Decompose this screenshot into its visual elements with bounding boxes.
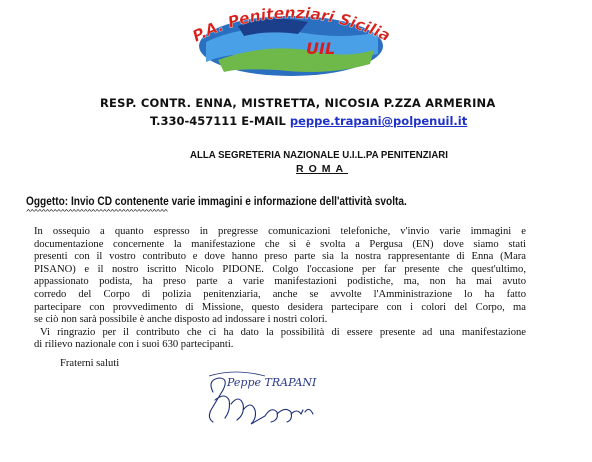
body-line: appassionato podista, ha preso parte a varie manifestazioni podistiche, ma, non ha mai avuto	[34, 276, 526, 288]
body-line: di rilievo nazionale con i suoi 630 partecipanti.	[34, 339, 234, 351]
sender-email-link[interactable]: peppe.trapani@polpenuil.it	[289, 114, 468, 128]
sender-phone: T.330-457111 E-MAIL	[150, 114, 290, 128]
sender-contact	[150, 114, 467, 128]
union-logo	[178, 2, 404, 82]
body-line: presenti con il vostro contributo e dove hanno preso parte sia la nostra rappresentante di Enna (Mara	[34, 251, 526, 263]
letter-body	[34, 226, 526, 352]
subject-underline-marks: ^^^^^^^^^^^^^^^^^^^^^^^^^^^^^^^^^^^^^	[26, 208, 168, 217]
body-line: Vi ringrazio per il contributo che ci ha dato la possibilità di essere presente ad una manifestazione	[40, 326, 526, 338]
subject-line: Oggetto: Invio CD contenente varie immagini e informazione dell'attività svolta.	[26, 196, 407, 208]
body-line: corredo del Corpo di polizia penitenziaria, anche se avvolte l'Amministrazione lo ha fatto	[34, 288, 526, 300]
sender-responsibility: RESP. CONTR. ENNA, MISTRETTA, NICOSIA P.ZZA ARMERINA	[100, 96, 496, 110]
body-line: se ciò non sarà possibile è anche disposto ad indossare i nostri colori.	[34, 314, 328, 326]
svg-text:UIL: UIL	[306, 39, 336, 58]
logo-org-text: P.A. Penitenziari Sicilia	[189, 3, 394, 46]
closing-salutation: Fraterni saluti	[60, 358, 120, 369]
body-line: In ossequio a quanto espresso in pregresse comunicazioni telefoniche, v'invio varie immagini e	[34, 226, 526, 237]
recipient-line: ALLA SEGRETERIA NAZIONALE U.I.L.PA PENITENZIARI	[190, 149, 448, 161]
signature-name: Peppe TRAPANI	[227, 376, 317, 389]
signature	[205, 370, 395, 432]
body-line: documentazione concernente la manifestazione che si è svolta a Pergusa (EN) dove siamo stati	[34, 238, 526, 250]
body-line: partecipare con provvedimento di Missione, questo desidera partecipare con i colori del Corpo, ma	[34, 301, 526, 313]
recipient-city: ROMA	[296, 163, 349, 175]
body-line: PISANO) e il nostro iscritto Nicolo PIDONE. Colgo l'occasione per far presente che quest'ultimo,	[34, 263, 526, 275]
